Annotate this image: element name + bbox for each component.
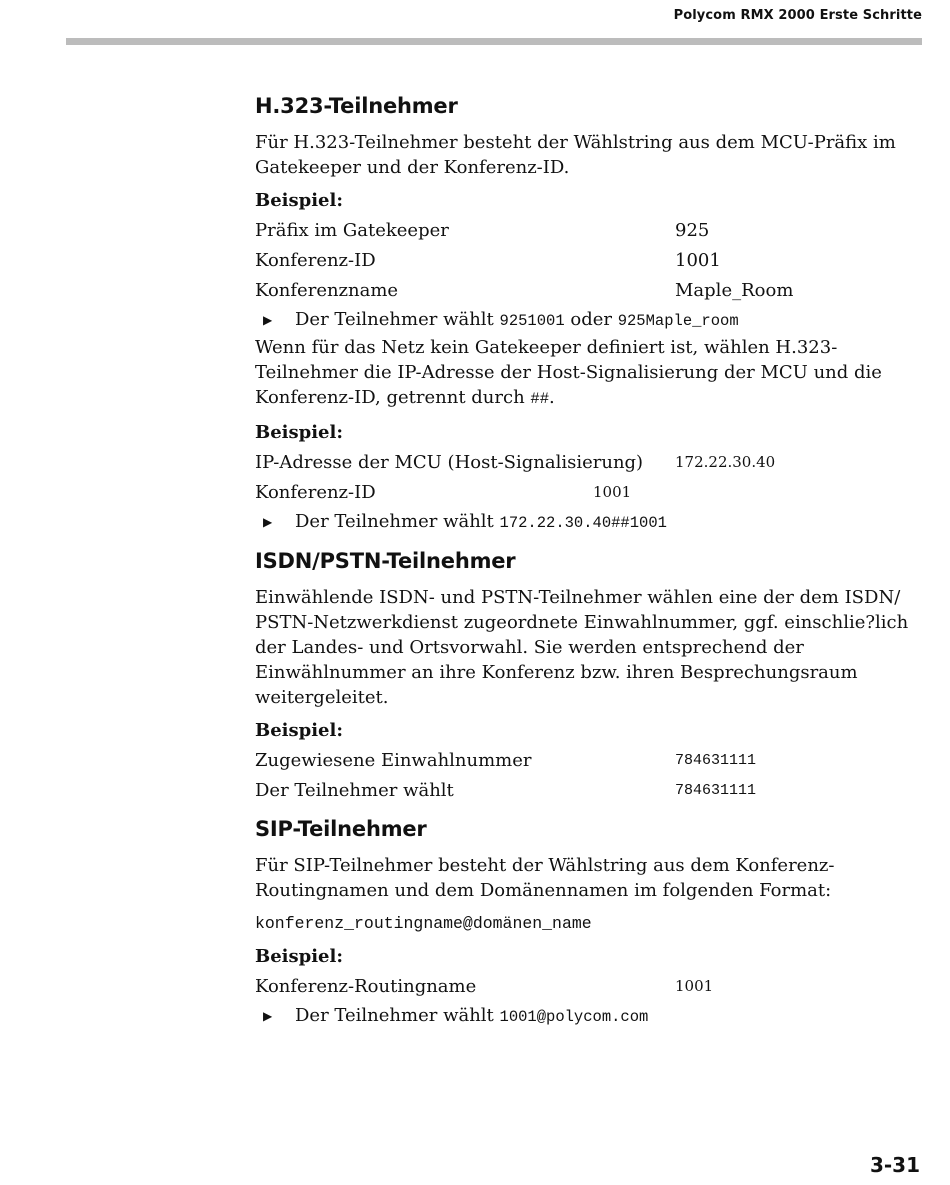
example-label: Beispiel: (255, 720, 343, 741)
bullet-item (255, 1001, 915, 1031)
section-heading: SIP-Teilnehmer (255, 817, 427, 841)
example-row (255, 477, 915, 507)
example-row (255, 447, 915, 477)
section-h323 (255, 92, 915, 537)
section-heading: ISDN/PSTN-Teilnehmer (255, 549, 516, 573)
example-row (255, 775, 915, 805)
example-label: Beispiel: (255, 946, 343, 967)
example-value: 172.22.30.40 (675, 452, 776, 471)
section-intro: Einwählende ISDN- und PSTN-Teilnehmer wählen eine der dem ISDN/ PSTN-Netzwerkdienst zugeordnete Einwahlnummer, ggf. einschlie?lich der Landes- und Ortsvorwahl. Sie werden entsprechend der Einwählnummer an ihre Konferenz bzw. ihren Besprechungsraum weitergeleitet. (255, 587, 909, 708)
example-value: 784631111 (675, 781, 757, 799)
example-key: Zugewiesene Einwahlnummer (255, 749, 532, 771)
section-intro: Für H.323-Teilnehmer besteht der Wählstring aus dem MCU-Präfix im Gatekeeper und der Konferenz-ID. (255, 132, 896, 178)
triangle-bullet-icon: ▶ (263, 514, 273, 529)
paragraph: Wenn für das Netz kein Gatekeeper definiert ist, wählen H.323-Teilnehmer die IP-Adresse der Host-Signalisierung der MCU und die Konferenz-ID, getrennt durch ##. (255, 337, 882, 408)
example-row (255, 215, 915, 245)
dial-string-format: konferenz_routingname@domänen_name (255, 914, 592, 933)
example-value: 784631111 (675, 751, 757, 769)
example-key: Konferenz-Routingname (255, 975, 477, 997)
example-value: 1001 (593, 482, 632, 501)
bullet-text: Der Teilnehmer wählt 172.22.30.40##1001 (295, 510, 667, 532)
example-key: Konferenz-ID (255, 249, 376, 271)
bullet-item (255, 305, 915, 335)
example-value: 1001 (675, 249, 721, 271)
section-sip (255, 815, 915, 1031)
triangle-bullet-icon: ▶ (263, 1008, 273, 1023)
page-content (255, 92, 915, 1031)
example-value: 1001 (675, 976, 714, 995)
triangle-bullet-icon: ▶ (263, 312, 273, 327)
example-key: Präfix im Gatekeeper (255, 219, 449, 241)
bullet-item (255, 507, 915, 537)
example-row (255, 275, 915, 305)
section-heading: H.323-Teilnehmer (255, 94, 458, 118)
example-key: IP-Adresse der MCU (Host-Signalisierung) (255, 451, 644, 473)
example-row (255, 245, 915, 275)
example-key: Der Teilnehmer wählt (255, 779, 454, 801)
example-label: Beispiel: (255, 422, 343, 443)
example-row (255, 745, 915, 775)
bullet-text: Der Teilnehmer wählt 1001@polycom.com (295, 1004, 649, 1026)
example-value: Maple_Room (675, 279, 794, 301)
section-intro: Für SIP-Teilnehmer besteht der Wählstring aus dem Konferenz-Routingnamen und dem Domänennamen im folgenden Format: (255, 855, 835, 901)
example-label: Beispiel: (255, 190, 343, 211)
page-number: 3-31 (869, 1153, 920, 1177)
running-header: Polycom RMX 2000 Erste Schritte (673, 8, 922, 23)
example-key: Konferenzname (255, 279, 399, 301)
section-isdn-pstn (255, 547, 915, 805)
example-value: 925 (675, 219, 710, 241)
example-key: Konferenz-ID (255, 481, 376, 503)
header-rule (66, 38, 922, 45)
bullet-text: Der Teilnehmer wählt 9251001 oder 925Maple_room (295, 308, 739, 330)
example-row (255, 971, 915, 1001)
